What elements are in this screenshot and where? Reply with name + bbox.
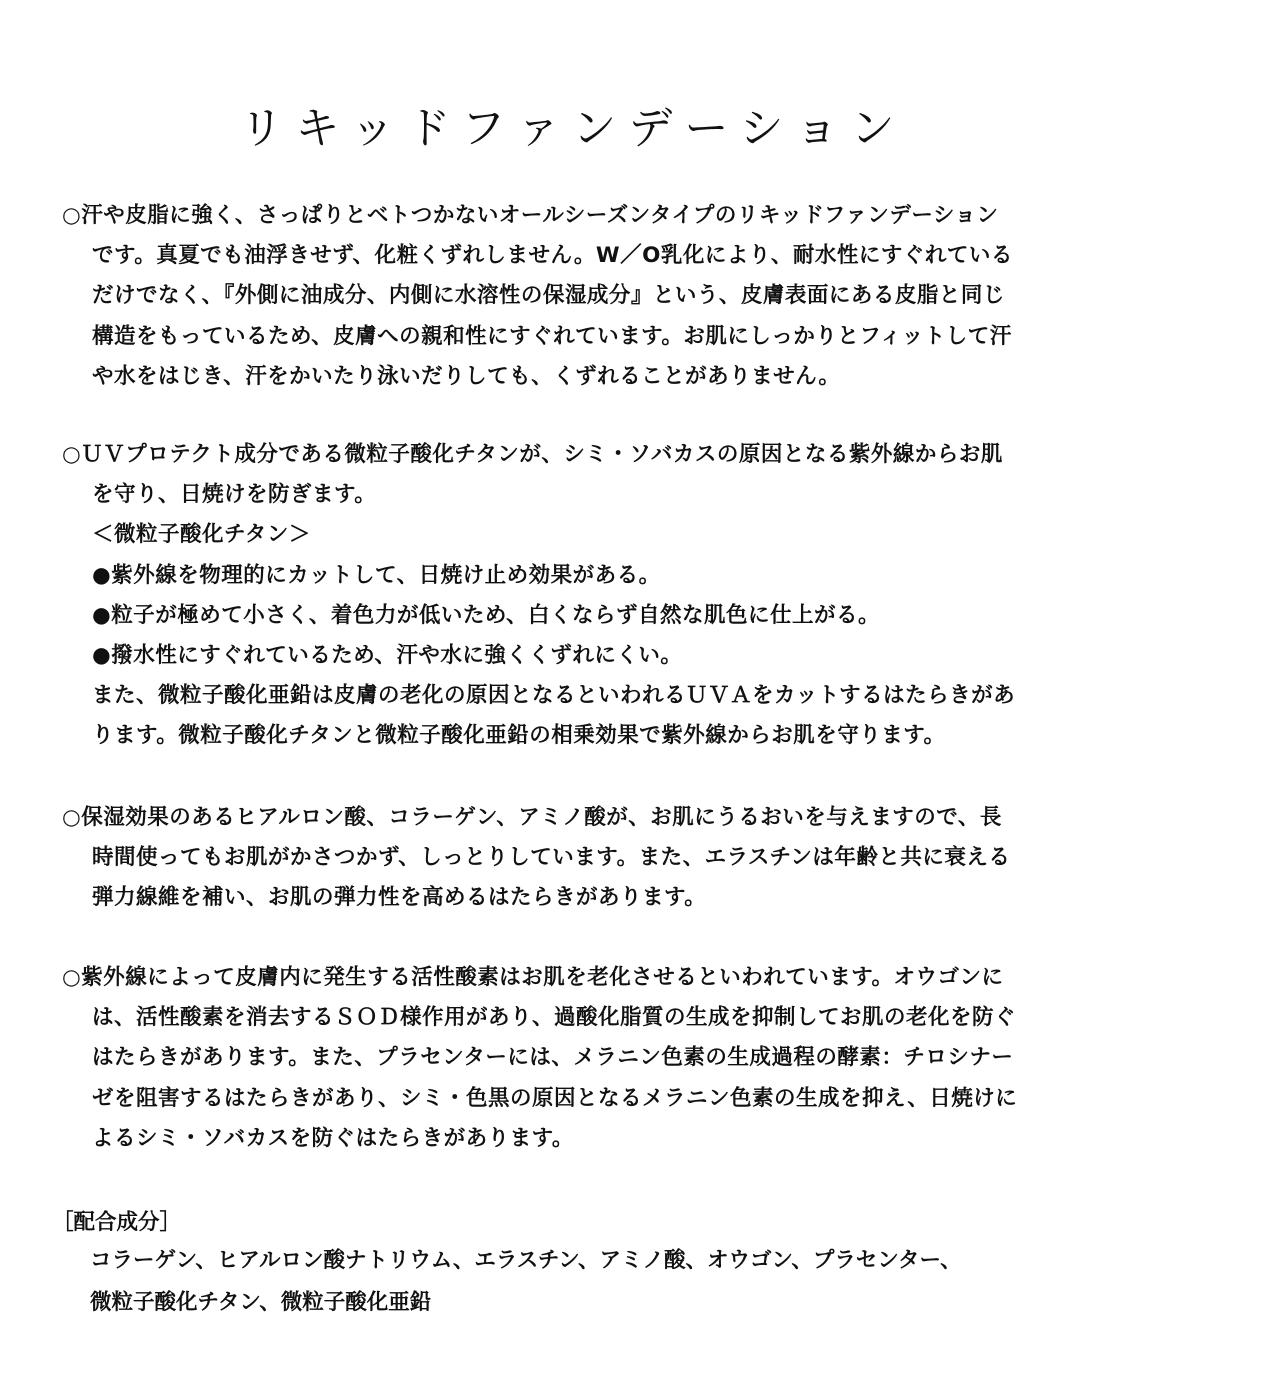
paragraph-line: ゼを阻害するはたらきがあり、シミ・色黒の原因となるメラニン色素の生成を抑え、日焼けに [92,1085,1018,1111]
section-uv-protect [62,435,1172,757]
bullet-item: ●撥水性にすぐれているため、汗や水に強くくずれにくい。 [92,643,683,669]
bullet-item: ●粒子が極めて小さく、着色力が低いため、白くならず自然な肌色に仕上がる。 [92,602,880,628]
paragraph-line: は、活性酸素を消去するＳＯＤ様作用があり、過酸化脂質の生成を抑制してお肌の老化を防ぐ [92,1005,1017,1031]
paragraph-line: 弾力線維を補い、お肌の弾力性を高めるはたらきがあります。 [92,885,707,911]
paragraph-line: や水をはじき、汗をかいたり泳いだりしても、くずれることがありません。 [92,363,841,389]
subheading: ＜微粒子酸化チタン＞ [92,522,311,548]
bullet-item: ●紫外線を物理的にカットして、日焼け止め効果がある。 [92,562,661,588]
page-title: リキッドファンデーション [239,103,907,154]
paragraph-line: だけでなく、『外側に油成分、内側に水溶性の保湿成分』という、皮膚表面にある皮脂と同じ [92,283,1005,309]
paragraph-line: ○紫外線によって皮膚内に発生する活性酸素はお肌を老化させるといわれています。オウゴンに [62,965,1004,990]
paragraph-line: を守り、日焼けを防ぎます。 [92,482,377,508]
paragraph-line: よるシミ・ソバカスを防ぐはたらきがあります。 [92,1125,574,1151]
paragraph-line: ります。微粒子酸化チタンと微粒子酸化亜鉛の相乗効果で紫外線からお肌を守ります。 [92,723,946,749]
section-water-resistance [62,196,1172,397]
paragraph-line: 時間使ってもお肌がかさつかず、しっとりしています。また、エラスチンは年齢と共に衰える [92,845,1011,871]
paragraph-line: ○ＵＶプロテクト成分である微粒子酸化チタンが、シミ・ソバカスの原因となる紫外線からお肌 [62,442,1003,467]
ingredients-line: 微粒子酸化チタン、微粒子酸化亜鉛 [90,1290,432,1315]
paragraph-line: ○汗や皮脂に強く、さっぱりとベトつかないオールシーズンタイプのリキッドファンデーション [62,203,999,228]
paragraph-line: です。真夏でも油浮きせず、化粧くずれしません。W／O乳化により、耐水性にすぐれている [92,243,1013,269]
ingredients-line: コラーゲン、ヒアルロン酸ナトリウム、エラスチン、アミノ酸、オウゴン、プラセンター、 [90,1248,962,1273]
paragraph-line: 構造をもっているため、皮膚への親和性にすぐれています。お肌にしっかりとフィットして汗 [92,323,1012,349]
section-moisture [62,798,1172,919]
paragraph-line: はたらきがあります。また、プラセンターには、メラニン色素の生成過程の酵素：チロシナー [92,1045,1014,1071]
ingredients-heading: ［配合成分］ [52,1210,182,1235]
paragraph-line: ○保湿効果のあるヒアルロン酸、コラーゲン、アミノ酸が、お肌にうるおいを与えますので、長 [62,805,1002,830]
paragraph-line: また、微粒子酸化亜鉛は皮膚の老化の原因となるといわれるＵＶＡをカットするはたらきがあ [92,683,1016,709]
section-anti-aging [62,958,1172,1159]
ingredients-list [90,1240,962,1324]
